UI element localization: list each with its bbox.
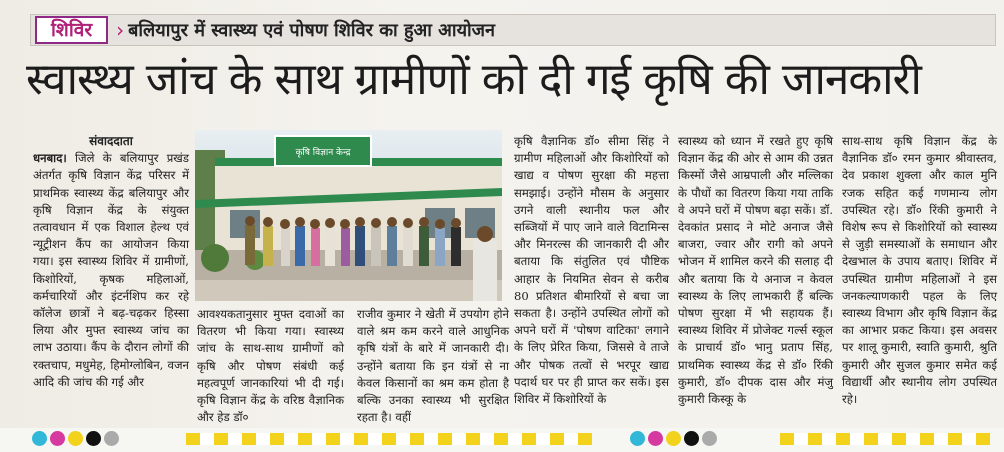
cyan-dot xyxy=(32,431,47,446)
magenta-dot xyxy=(648,431,663,446)
article-column-6: साथ-साथ कृषि विज्ञान केंद्र के वैज्ञानिक डॉ० रमन कुमार श्रीवास्तव, देव प्रकाश शुक्ला और काल मुनि रजक सहित कई गणमान्य लोग उपस्थित रहे। डॉ० रिंकी कुमारी ने विशेष रूप से किशोरियों को स्वास्थ्य से जुड़ी समस्याओं के समाधान और देखभाल के उपाय बताए। शिविर में उपस्थित ग्रामीण महिलाओं ने इस जनकल्याणकारी पहल के लिए स्वास्थ्य विभाग और कृषि विज्ञान केंद्र का आभार प्रकट किया। इस अवसर पर शालू कुमारी, स्वाति कुमारी, श्रुति कुमारी और सुजल कुमार समेत कई विद्यार्थी और स्थानीय लोग उपस्थित रहे। xyxy=(842,134,997,407)
column-text: जिले के बलियापुर प्रखंड अंतर्गत कृषि विज्ञान केंद्र परिसर में प्राथमिक स्वास्थ्य केंद्र बलियापुर और कृषि विज्ञान केंद्र के संयुक्त तत्वावधान में एक विशाल हेल्थ एवं न्यूट्रीशन कैंप का आयोजन किया गया। इस स्वास्थ्य शिविर में ग्रामीणों, किशोरियों, कृषक महिलाओं, कर्मचारियों और इंटर्नशिप कर रहे कॉलेज छात्रों ने बढ़-चढ़कर हिस्सा लिया और मुफ्त स्वास्थ्य जांच का लाभ उठाया। कैंप के दौरान लोगों की रक्तचाप, मधुमेह, हिमोग्लोबिन, वजन आदि की जांच की गई और xyxy=(33,151,189,389)
byline: संवाददाता xyxy=(89,134,133,148)
photo-illustration xyxy=(195,130,502,301)
yellow-dot xyxy=(666,431,681,446)
section-label: शिविर xyxy=(35,16,108,44)
kicker-title: बलियापुर में स्वास्थ्य एवं पोषण शिविर का हुआ आयोजन xyxy=(128,20,496,41)
article-column-3: राजीव कुमार ने खेती में उपयोग होने वाले श्रम कम करने वाले आधुनिक कृषि यंत्रों के बारे में जानकारी दी। उन्होंने बताया कि इन यंत्रों से ना केवल किसानों का श्रम कम होता है बल्कि उनका स्वास्थ्य भी सुरक्षित रहता है। वहीं xyxy=(357,307,509,425)
cyan-dot xyxy=(630,431,645,446)
magenta-dot xyxy=(50,431,65,446)
gray-dot xyxy=(702,431,717,446)
dateline: धनबाद। xyxy=(33,151,67,166)
black-dot xyxy=(86,431,101,446)
yellow-dot xyxy=(68,431,83,446)
photo-banner-text: कृषि विज्ञान केन्द्र xyxy=(295,148,351,158)
headline: स्वास्थ्य जांच के साथ ग्रामीणों को दी गई कृषि की जानकारी xyxy=(26,54,921,105)
article-column-4: कृषि वैज्ञानिक डॉ० सीमा सिंह ने ग्रामीण महिलाओं और किशोरियों को खाद्य व पोषण सुरक्षा की महत्ता समझाई। उन्होंने मौसम के अनुसार उगने वाली स्थानीय फल और सब्जियों में पाए जाने वाले विटामिन्स और मिनरल्स की जानकारी दी और बताया कि संतुलित एवं पौष्टिक आहार के नियमित सेवन से करीब 80 प्रतिशत बीमारियों से बचा जा सकता है। उन्होंने उपस्थित लोगों को अपने घरों में 'पोषण वाटिका' लगाने के लिए प्रेरित किया, जिससे वे ताजे और पोषक तत्वों से भरपूर खाद्य पदार्थ घर पर ही प्राप्त कर सकें। इस शिविर में किशोरियों के xyxy=(514,134,669,407)
article-column-2: आवश्यकतानुसार मुफ्त दवाओं का वितरण भी किया गया। स्वास्थ्य जांच के साथ-साथ ग्रामीणों को कृषि और पोषण संबंधी कई महत्वपूर्ण जानकारियां भी दी गई। कृषि विज्ञान केंद्र के वरिष्ठ वैज्ञानिक और हेड डॉ० xyxy=(197,307,344,425)
color-bar-1 xyxy=(186,433,592,445)
registration-dots-right xyxy=(630,431,717,446)
color-bar-2 xyxy=(780,433,990,445)
chevron-right-icon: › xyxy=(116,18,125,42)
registration-dots-left xyxy=(32,431,119,446)
section-kicker xyxy=(30,14,996,46)
article-column-5: स्वास्थ्य को ध्यान में रखते हुए कृषि विज्ञान केंद्र की ओर से आम की उन्नत किस्मों जैसे आम्रपाली और मल्लिका के पौधों का वितरण किया गया ताकि वे अपने घरों में पोषण बढ़ा सकें। डॉ. देवकांत प्रसाद ने मोटे अनाज जैसे बाजरा, ज्वार और रागी को अपने भोजन में शामिल करने की सलाह दी और बताया कि ये अनाज न केवल स्वास्थ्य के लिए लाभकारी हैं बल्कि पोषण सुरक्षा में भी सहायक हैं। स्वास्थ्य शिविर में प्रोजेक्ट गर्ल्स स्कूल के प्राचार्य डॉ० भानु प्रताप सिंह, प्राथमिक स्वास्थ्य केंद्र से डॉ० रिंकी कुमारी, डॉ० दीपक दास और मंजु कुमारी किस्कू के xyxy=(678,134,833,407)
article-column-1 xyxy=(33,133,189,391)
gray-dot xyxy=(104,431,119,446)
black-dot xyxy=(684,431,699,446)
event-photo xyxy=(195,130,502,301)
